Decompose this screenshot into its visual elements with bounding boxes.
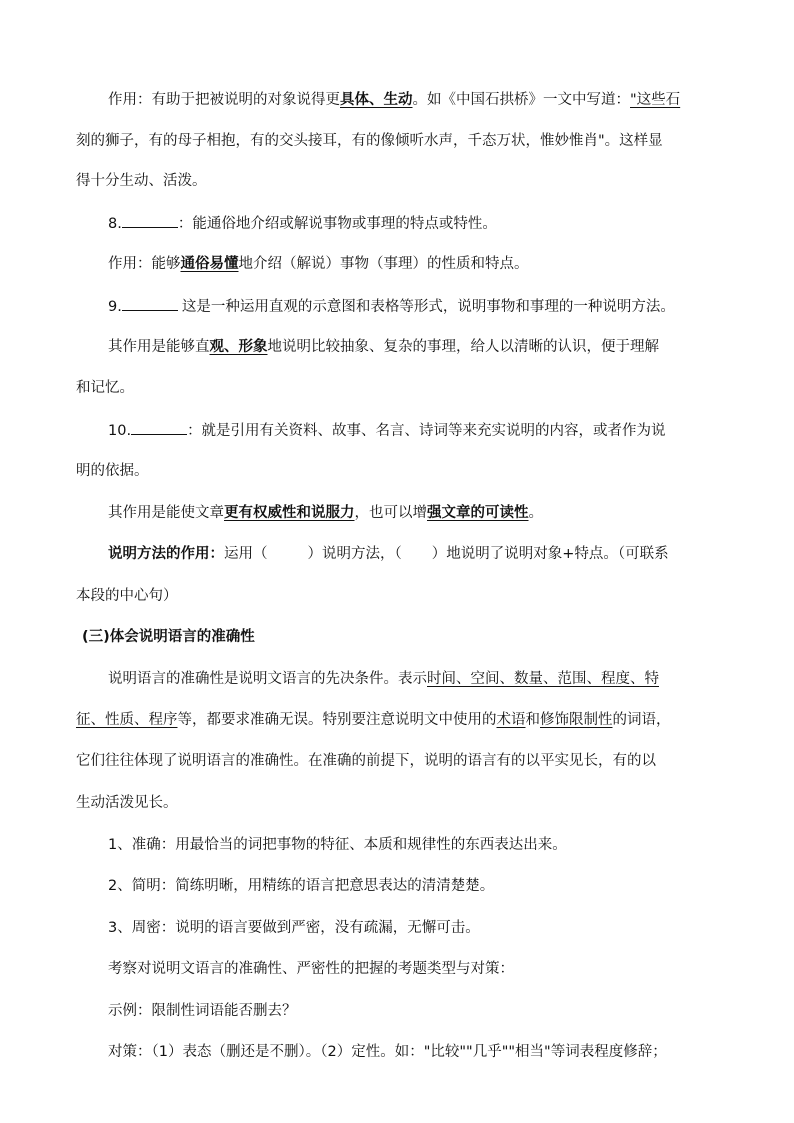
item-number: 8. [108,216,122,232]
quote-text: "这些石 [630,92,681,108]
item-number: 10. [108,423,132,439]
text: 本段的中心句） [76,588,178,604]
emphasis-text: 具体、生动 [340,92,413,108]
list-item [108,835,794,855]
paragraph-line [76,793,794,813]
text: 它们往往体现了说明语言的准确性。在准确的前提下，说明的语言有的以平实见长，有的以 [76,753,656,769]
text: 地说明比较抽象、复杂的事理，给人以清晰的认识，便于理解 [267,339,659,355]
section-heading: (三)体会说明语言的准确性 [82,629,255,645]
text: 说明语言的准确性是说明文语言的先决条件。表示 [108,671,427,687]
paragraph-line [76,171,794,191]
text: 的词语， [612,712,671,728]
section-title [82,627,794,647]
text: ）说明方法，（ [307,546,402,562]
emphasis-text: 更有权威性和说服力 [224,505,355,521]
list-item [108,918,794,938]
point-text: 1、准确：用最恰当的词把事物的特征、本质和规律性的东西表达出来。 [108,837,567,853]
text: 地介绍（解说）事物（事理）的性质和特点。 [238,256,529,272]
item-description: ：就是引用有关资料、故事、名言、诗词等来充实说明的内容，或者作为说 [187,423,666,439]
paragraph-line [108,669,794,689]
emphasis-text: 观、形象 [209,339,268,355]
text: 作用：能够 [108,256,181,272]
answer-blank [122,213,178,228]
paragraph-line [76,461,794,481]
text: 考察对说明文语言的准确性、严密性的把握的考题类型与对策： [108,961,514,977]
text: 其作用是能使文章 [108,505,224,521]
point-text: 3、周密：说明的语言要做到严密，没有疏漏，无懈可击。 [108,920,480,936]
item-9-effect [108,337,794,357]
text: 得十分生动、活泼。 [76,173,207,189]
text: 。 [528,505,543,521]
paragraph-line [108,1001,794,1021]
method-label: 说明方法的作用： [108,546,224,562]
item-number: 9. [108,299,122,315]
text: ，也可以增 [354,505,427,521]
method-effect [108,544,794,564]
item-10 [108,420,794,441]
item-9 [108,296,794,317]
list-item [108,876,794,896]
emphasis-text: 强文章的可读性 [427,505,529,521]
text: 运用（ [224,546,268,562]
text: 刻的狮子，有的母子相抱，有的交头接耳，有的像倾听水声，千态万状，惟妙惟肖"。这样显 [76,133,663,149]
emphasis-text: 通俗易懂 [180,256,239,272]
item-10-effect [108,503,794,523]
text: 示例：限制性词语能否删去？ [108,1003,297,1019]
item-description: ：能通俗地介绍或解说事物或事理的特点或特性。 [177,216,497,232]
text: 。如《中国石拱桥》一文中写道： [412,92,630,108]
answer-blank [122,296,178,311]
text: 生动活泼见长。 [76,795,178,811]
text: 作用：有助于把被说明的对象说得更 [108,92,340,108]
paragraph-line [76,378,794,398]
text: 和 [525,712,540,728]
text: 其作用是能够直 [108,339,210,355]
item-8 [108,213,794,234]
paragraph-line [76,131,794,151]
paragraph-line [108,959,794,979]
text: 明的依据。 [76,463,149,479]
text: 等，都要求准确无误。特别要注意说明文中使用的 [177,712,497,728]
point-text: 2、简明：简练明晰，用精练的语言把意思表达的清清楚楚。 [108,878,495,894]
paragraph-line [108,90,794,110]
paragraph-line [108,1042,794,1062]
underlined-text: 术语 [496,712,526,728]
item-description: 这是一种运用直观的示意图和表格等形式，说明事物和事理的一种说明方法。 [181,299,675,315]
text: 对策：（1）表态（删还是不删）。（2）定性。如："比较""几乎""相当"等词表程度修辞； [108,1044,667,1060]
paragraph-line [76,751,794,771]
text: 和记忆。 [76,380,134,396]
answer-blank [131,420,187,435]
underlined-text: 修饰限制性 [540,712,613,728]
paragraph-line [76,586,794,606]
paragraph-line [76,710,794,730]
underlined-text: 时间、空间、数量、范围、程度、特 [427,671,659,687]
item-8-effect [108,254,794,274]
underlined-text: 征、性质、程序 [76,712,178,728]
text: ）地说明了说明对象+特点。（可联系 [431,546,669,562]
